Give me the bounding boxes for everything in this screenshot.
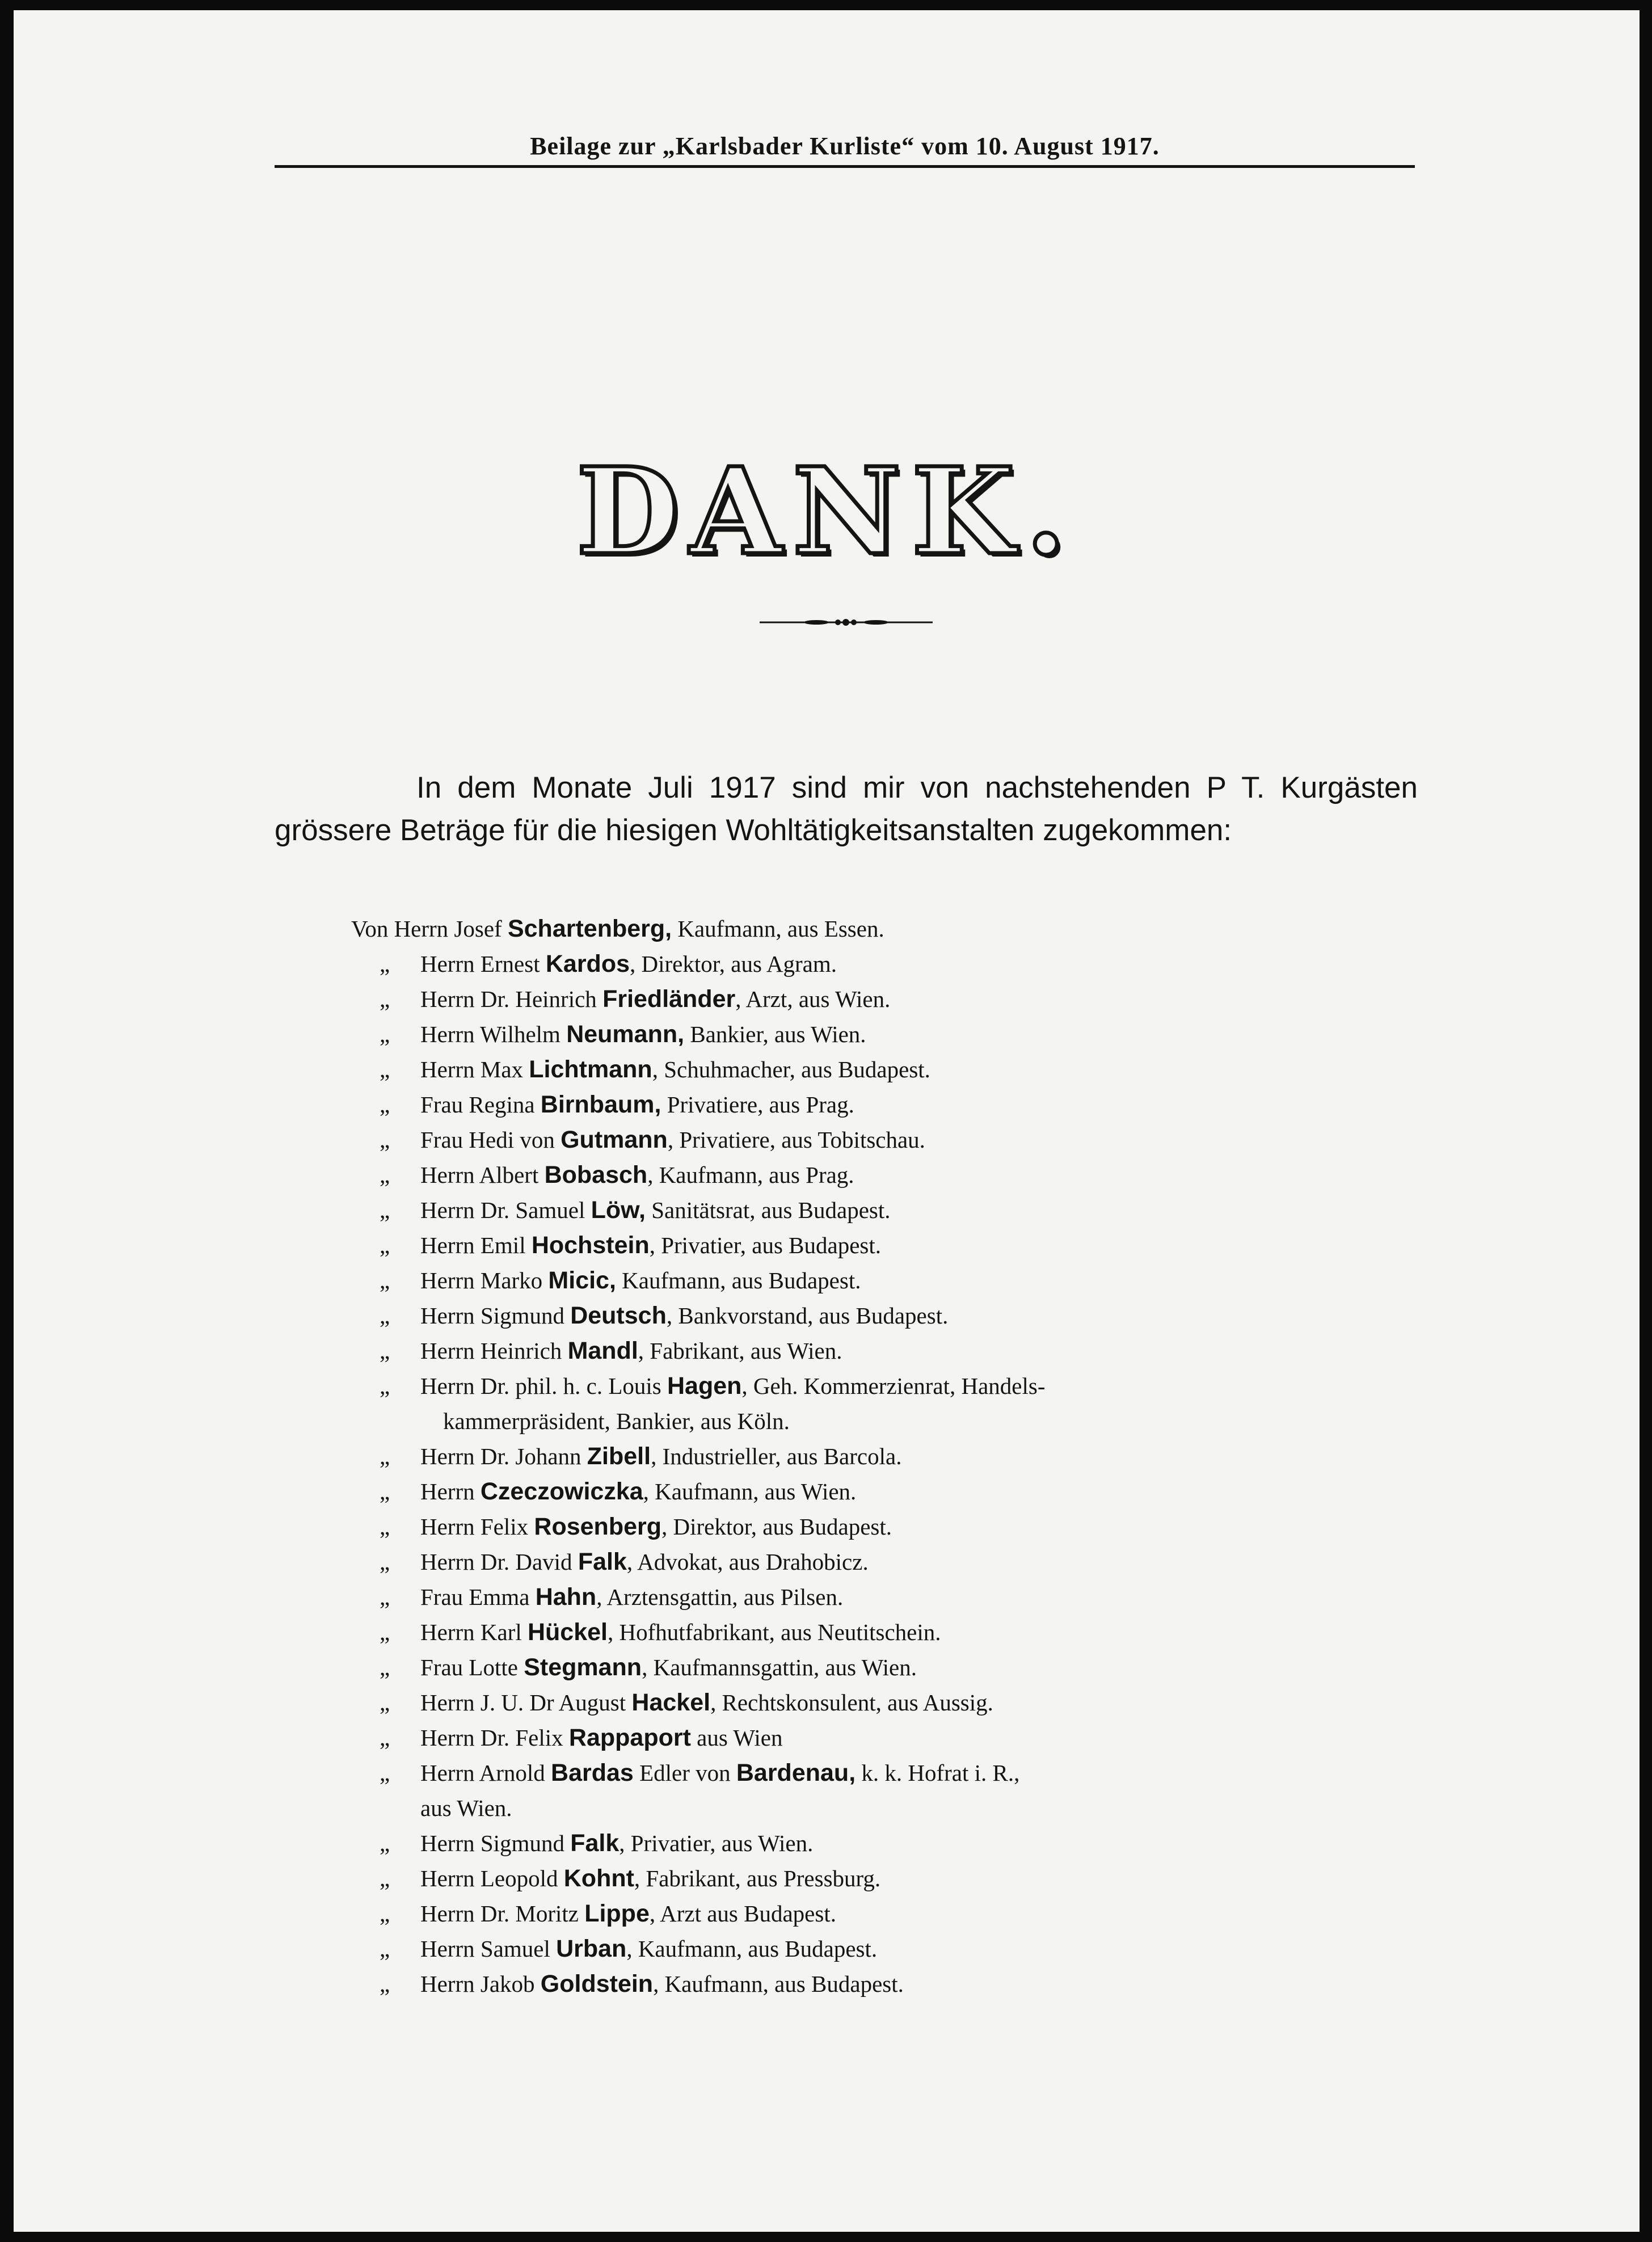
- donor-prefix: Frau Lotte: [420, 1654, 524, 1680]
- donor-row: [351, 1544, 1457, 1579]
- ditto-mark: „: [380, 1654, 390, 1680]
- header-text: Beilage zur „Karlsbader Kurliste“ vom 10. August 1917.: [530, 132, 1160, 160]
- donor-surname: Friedländer: [602, 985, 736, 1013]
- donor-row: [351, 1263, 1457, 1298]
- intro-paragraph: In dem Monate Juli 1917 sind mir von nachstehenden P T. Kurgästen grössere Beträge für die hiesigen Wohltätigkeitsanstalten zugekommen:: [275, 771, 1418, 847]
- ditto-mark: „: [380, 1900, 390, 1927]
- donor-surname: Hackel: [631, 1689, 711, 1716]
- donor-prefix: Herrn Heinrich: [420, 1338, 568, 1364]
- donor-details: , Privatier, aus Wien.: [619, 1830, 814, 1856]
- donor-details: aus Wien: [690, 1725, 783, 1751]
- ditto-mark: „: [380, 1760, 390, 1786]
- donor-details: , Fabrikant, aus Pressburg.: [634, 1865, 881, 1891]
- donor-details: , Direktor, aus Budapest.: [661, 1514, 892, 1540]
- donor-surname: Neumann,: [566, 1021, 685, 1048]
- donor-surname: Hückel: [527, 1619, 608, 1646]
- ditto-mark: „: [380, 1689, 390, 1716]
- donor-details: , Geh. Kommerzienrat, Handels-: [741, 1373, 1046, 1399]
- donor-details: Sanitätsrat, aus Budapest.: [645, 1197, 891, 1223]
- donor-prefix: Herrn Sigmund: [420, 1830, 571, 1856]
- donor-details: , Bankvorstand, aus Budapest.: [666, 1303, 949, 1329]
- donor-row: [351, 1826, 1457, 1861]
- donor-surname: Goldstein: [540, 1970, 654, 1997]
- donor-details: , Privatier, aus Budapest.: [649, 1232, 881, 1258]
- donor-surname: Stegmann: [524, 1654, 642, 1681]
- donor-prefix: Herrn Albert: [420, 1162, 545, 1188]
- donor-details: , Advokat, aus Drahobicz.: [626, 1549, 869, 1575]
- donor-row: [351, 1966, 1457, 2001]
- donor-surname: Falk: [570, 1830, 620, 1857]
- donor-prefix: Frau Hedi von: [420, 1127, 561, 1153]
- ditto-mark: „: [380, 1197, 390, 1223]
- donor-surname: Lippe: [584, 1900, 650, 1927]
- donor-list: [351, 911, 1457, 2001]
- donor-details: , Privatiere, aus Tobitschau.: [667, 1127, 925, 1153]
- donor-row: [351, 1579, 1457, 1615]
- donor-prefix: Herrn Dr. Moritz: [420, 1900, 585, 1927]
- donor-surname: Rosenberg: [534, 1513, 662, 1540]
- donor-prefix: Frau Regina: [420, 1092, 541, 1118]
- donor-details: , Arztensgattin, aus Pilsen.: [596, 1584, 844, 1610]
- ditto-mark: „: [380, 1127, 390, 1153]
- donor-details: , Kaufmannsgattin, aus Wien.: [642, 1654, 917, 1680]
- ditto-mark: „: [380, 1056, 390, 1082]
- ditto-mark: „: [380, 1338, 390, 1364]
- donor-row: [351, 1720, 1457, 1755]
- ditto-mark: „: [380, 1478, 390, 1504]
- ditto-mark: „: [380, 1619, 390, 1645]
- donor-prefix: Herrn Dr. Johann: [420, 1443, 587, 1469]
- donor-prefix: Herrn Leopold: [420, 1865, 564, 1891]
- ditto-mark: „: [380, 1443, 390, 1469]
- donor-prefix: Von Herrn Josef: [351, 916, 508, 942]
- donor-prefix: Herrn Marko: [420, 1267, 549, 1293]
- donor-surname: Bardas: [551, 1759, 634, 1786]
- donor-prefix: Herrn Felix: [420, 1514, 534, 1540]
- donor-details: k. k. Hofrat i. R.,: [856, 1760, 1020, 1786]
- donor-surname: Micic,: [548, 1267, 616, 1294]
- ditto-mark: „: [380, 951, 390, 977]
- donor-surname: Kardos: [545, 950, 630, 977]
- donor-details: Kaufmann, aus Essen.: [672, 916, 884, 942]
- header-rule: [275, 165, 1415, 168]
- donor-surname: Urban: [556, 1935, 627, 1962]
- donor-surname: Hochstein: [531, 1232, 650, 1259]
- donor-prefix: Frau Emma: [420, 1584, 536, 1610]
- ditto-mark: „: [380, 1232, 390, 1258]
- ditto-mark: „: [380, 1021, 390, 1047]
- donor-prefix: Herrn Ernest: [420, 951, 546, 977]
- donor-row: [351, 1439, 1457, 1474]
- donor-row: [351, 1192, 1457, 1228]
- donor-details: , Hofhutfabrikant, aus Neutitschein.: [607, 1619, 941, 1645]
- donor-row: [351, 946, 1457, 981]
- donor-continuation: kammerpräsident, Bankier, aus Köln.: [443, 1408, 790, 1434]
- donor-prefix: Herrn Dr. Felix: [420, 1725, 569, 1751]
- donor-details: , Kaufmann, aus Prag.: [647, 1162, 854, 1188]
- donor-row: [351, 1228, 1457, 1263]
- ditto-mark: „: [380, 986, 390, 1012]
- donor-row: [351, 1474, 1457, 1509]
- donor-surname: Czeczowiczka: [480, 1478, 643, 1505]
- donor-surname: Lichtmann: [529, 1056, 652, 1083]
- donor-row: [351, 1931, 1457, 1966]
- donor-details: , Arzt aus Budapest.: [649, 1900, 836, 1927]
- donor-surname: Kohnt: [563, 1865, 634, 1892]
- donor-row: [351, 1052, 1457, 1087]
- donor-details: , Schuhmacher, aus Budapest.: [652, 1056, 930, 1082]
- donor-prefix: Herrn Emil: [420, 1232, 532, 1258]
- donor-row: [351, 1615, 1457, 1650]
- donor-row: [351, 1685, 1457, 1720]
- donor-row: [351, 1861, 1457, 1896]
- donor-details: , Rechtskonsulent, aus Aussig.: [710, 1689, 993, 1716]
- donor-details: , Arzt, aus Wien.: [735, 986, 891, 1012]
- ditto-mark: „: [380, 1162, 390, 1188]
- donor-details: , Kaufmann, aus Budapest.: [626, 1936, 878, 1962]
- ditto-mark: „: [380, 1549, 390, 1575]
- donor-details: Bankier, aus Wien.: [684, 1021, 866, 1047]
- donor-row: [351, 1157, 1457, 1192]
- donor-details: Edler von: [633, 1760, 736, 1786]
- ditto-mark: „: [380, 1830, 390, 1856]
- donor-prefix: Herrn Wilhelm: [420, 1021, 567, 1047]
- ditto-mark: „: [380, 1971, 390, 1997]
- donor-row: [351, 1017, 1457, 1052]
- donor-prefix: Herrn Karl: [420, 1619, 528, 1645]
- ditto-mark: „: [380, 1584, 390, 1610]
- donor-prefix: Herrn Dr. Samuel: [420, 1197, 591, 1223]
- donor-row: [351, 1087, 1457, 1122]
- document-page: [14, 10, 1640, 2232]
- donor-row: [351, 1298, 1457, 1333]
- donor-details: , Direktor, aus Agram.: [630, 951, 837, 977]
- donor-details: , Kaufmann, aus Wien.: [643, 1478, 857, 1504]
- donor-surname: Zibell: [587, 1443, 651, 1470]
- ditto-mark: „: [380, 1373, 390, 1399]
- donor-prefix: Herrn Arnold: [420, 1760, 551, 1786]
- donor-surname: Deutsch: [570, 1302, 667, 1329]
- ditto-mark: „: [380, 1303, 390, 1329]
- donor-prefix: Herrn: [420, 1478, 481, 1504]
- ditto-mark: „: [380, 1865, 390, 1891]
- donor-row: [351, 911, 1457, 946]
- donor-surname: Schartenberg,: [507, 915, 672, 942]
- donor-details: , Fabrikant, aus Wien.: [638, 1338, 842, 1364]
- donor-surname: Gutmann: [560, 1126, 668, 1153]
- donor-surname: Falk: [578, 1548, 627, 1575]
- donor-prefix: Herrn Samuel: [420, 1936, 557, 1962]
- donor-prefix: Herrn Dr. Heinrich: [420, 986, 603, 1012]
- donor-row: [351, 1333, 1457, 1368]
- ditto-mark: „: [380, 1092, 390, 1118]
- donor-surname: Rappaport: [568, 1724, 691, 1751]
- header: [275, 132, 1415, 168]
- donor-details: Kaufmann, aus Budapest.: [616, 1267, 861, 1293]
- donor-surname: Birnbaum,: [540, 1091, 661, 1118]
- donor-surname: Hagen: [667, 1372, 742, 1400]
- donor-prefix: Herrn Jakob: [420, 1971, 541, 1997]
- ditto-mark: „: [380, 1514, 390, 1540]
- donor-surname: Bardenau,: [736, 1759, 856, 1786]
- donor-row: [351, 1368, 1457, 1439]
- ditto-mark: „: [380, 1267, 390, 1293]
- donor-row: [351, 1509, 1457, 1544]
- donor-prefix: Herrn Sigmund: [420, 1303, 571, 1329]
- ditto-mark: „: [380, 1725, 390, 1751]
- ditto-mark: „: [380, 1936, 390, 1962]
- donor-prefix: Herrn Dr. phil. h. c. Louis: [420, 1373, 667, 1399]
- donor-prefix: Herrn Dr. David: [420, 1549, 578, 1575]
- donor-prefix: Herrn Max: [420, 1056, 529, 1082]
- donor-details: Privatiere, aus Prag.: [661, 1092, 854, 1118]
- page-title: DANK.: [576, 441, 1077, 581]
- donor-row: [351, 1122, 1457, 1157]
- donor-row: [351, 981, 1457, 1017]
- donor-prefix: Herrn J. U. Dr August: [420, 1689, 632, 1716]
- donor-row: [351, 1755, 1457, 1826]
- donor-surname: Hahn: [535, 1583, 597, 1611]
- ornament-divider: [760, 618, 933, 626]
- donor-row: [351, 1896, 1457, 1931]
- donor-details: , Kaufmann, aus Budapest.: [653, 1971, 904, 1997]
- donor-surname: Mandl: [567, 1337, 638, 1364]
- donor-surname: Bobasch: [544, 1161, 648, 1189]
- donor-row: [351, 1650, 1457, 1685]
- donor-surname: Löw,: [591, 1196, 646, 1224]
- donor-continuation: aus Wien.: [420, 1795, 512, 1821]
- donor-details: , Industrieller, aus Barcola.: [651, 1443, 902, 1469]
